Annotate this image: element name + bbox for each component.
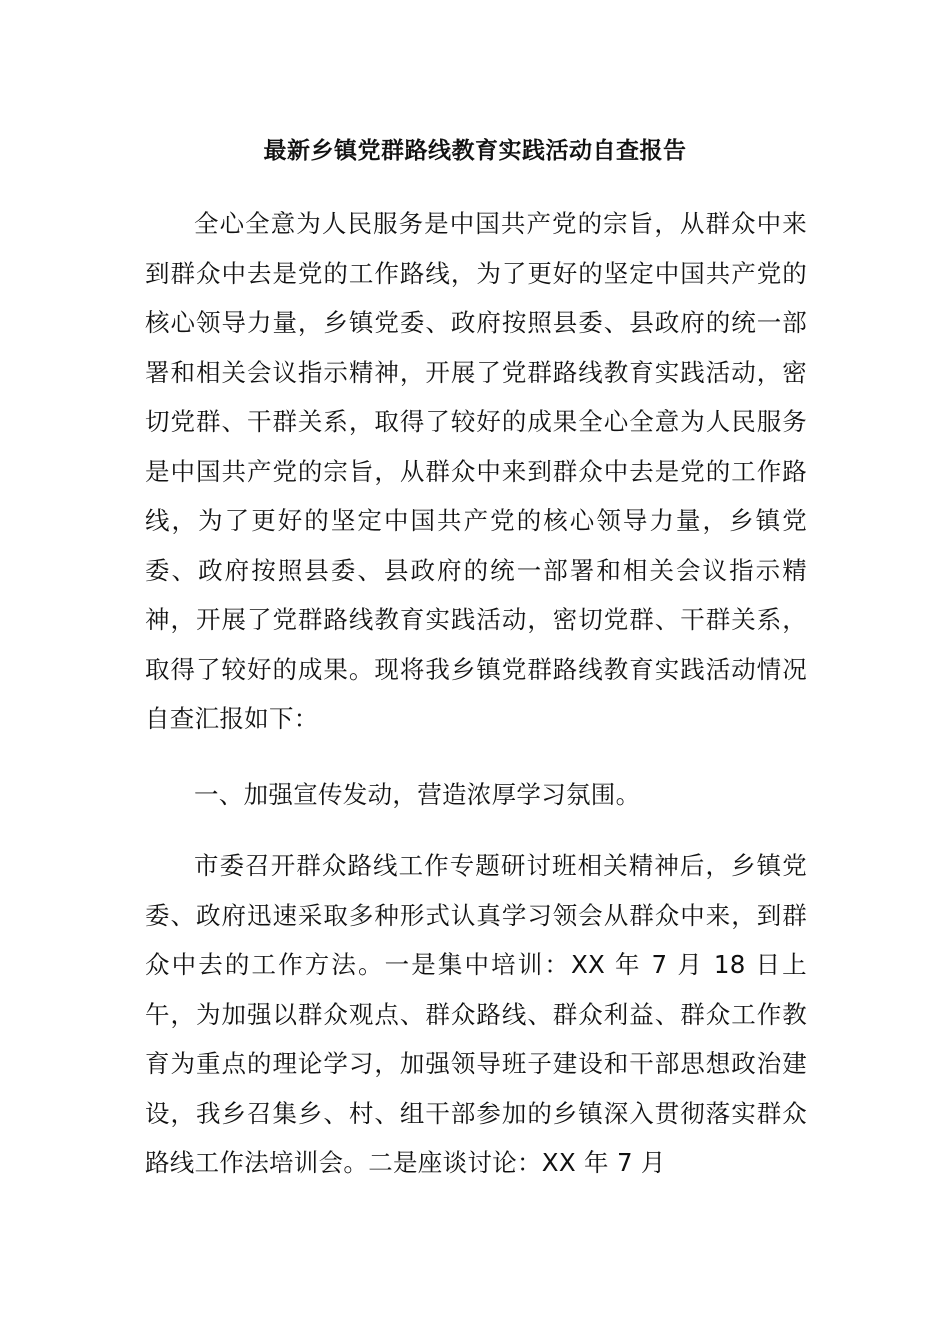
paragraph-intro: 全心全意为人民服务是中国共产党的宗旨，从群众中来到群众中去是党的工作路线，为了更好的坚定中国共产党的核心领导力量，乡镇党委、政府按照县委、县政府的统一部署和相关会议指示精神，开展了党群路线教育实践活动，密切党群、干群关系，取得了较好的成果全心全意为人民服务是中国共产党的宗旨，从群众中来到群众中去是党的工作路线，为了更好的坚定中国共产党的核心领导力量，乡镇党委、政府按照县委、县政府的统一部署和相关会议指示精神，开展了党群路线教育实践活动，密切党群、干群关系，取得了较好的成果。现将我乡镇党群路线教育实践活动情况自查汇报如下： bbox=[145, 209, 807, 733]
section-heading: 一、加强宣传发动，营造浓厚学习氛围。 bbox=[194, 780, 641, 809]
paragraph-section-one: 市委召开群众路线工作专题研讨班相关精神后，乡镇党委、政府迅速采取多种形式认真学习领会从群众中来，到群众中去的工作方法。一是集中培训：XX 年 7 月 18 日上午，为加强以群众观点、群众路线、群众利益、群众工作教育为重点的理论学习，加强领导班子建设和干部思想政治建设，我乡召集乡、村、组干部参加的乡镇深入贯彻落实群众路线工作法培训会。二是座谈讨论：XX 年 7 月 bbox=[145, 851, 807, 1177]
document-title: 最新乡镇党群路线教育实践活动自查报告 bbox=[263, 138, 687, 164]
